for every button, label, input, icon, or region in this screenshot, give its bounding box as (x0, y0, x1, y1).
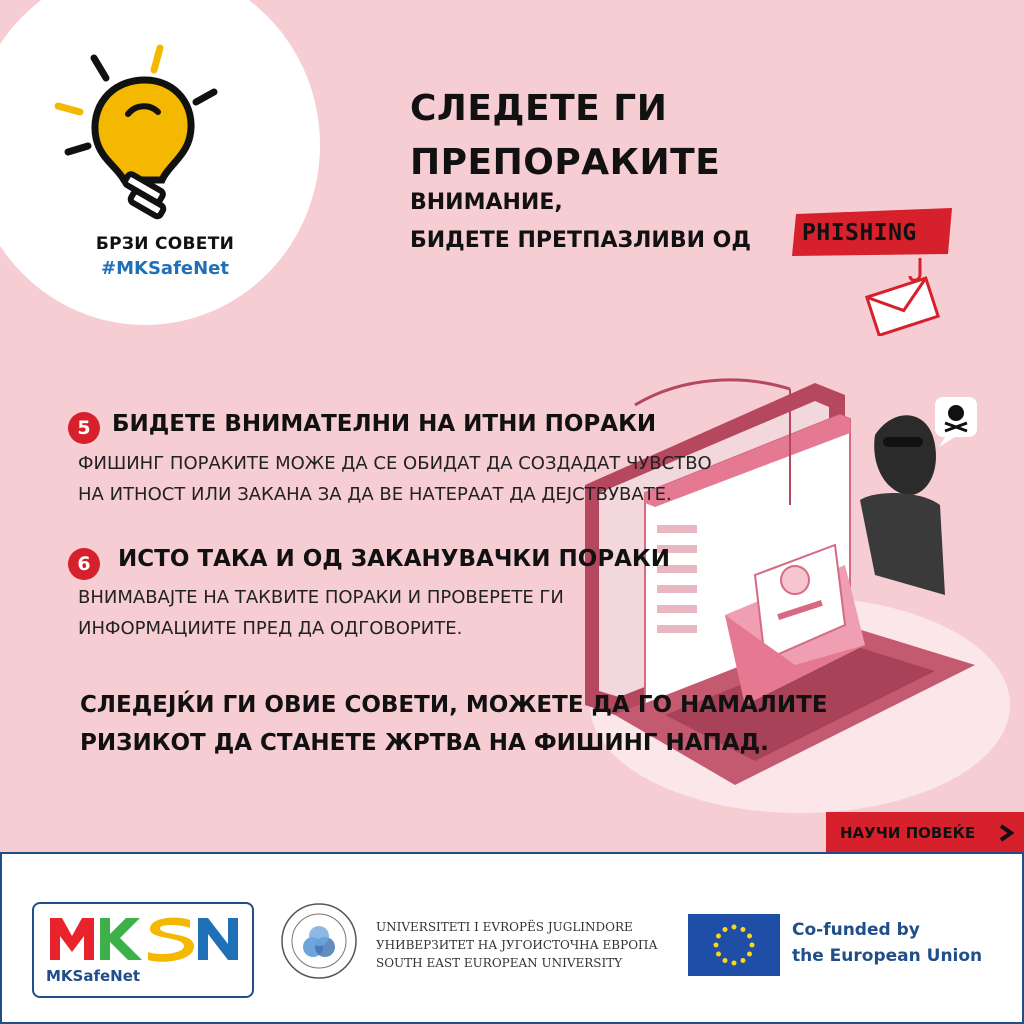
heading-line-1: СЛЕДЕТЕ ГИ (410, 88, 668, 129)
university-name-line: УНИВЕРЗИТЕТ НА ЈУГОИСТОЧНА ЕВРОПА (376, 938, 658, 952)
tip-body (78, 448, 712, 510)
phishing-highlight-text: PHISHING (802, 220, 917, 246)
subheading-line-1: ВНИМАНИЕ, (410, 190, 563, 215)
subheading-line-2: БИДЕТЕ ПРЕТПАЗЛИВИ ОД (410, 228, 751, 253)
eu-flag-icon (688, 914, 780, 976)
tip-body-line: ИНФОРМАЦИИТЕ ПРЕД ДА ОДГОВОРИТЕ. (78, 618, 463, 639)
conclusion-line-2: РИЗИКОТ ДА СТАНЕТЕ ЖРТВА НА ФИШИНГ НАПАД. (80, 730, 769, 756)
lightbulb-icon (50, 40, 230, 230)
chevron-right-icon (998, 824, 1014, 842)
university-name-line: UNIVERSITETI I EVROPËS JUGLINDORE (376, 920, 633, 934)
tip-body-line: ВНИМАВАЈТЕ НА ТАКВИТЕ ПОРАКИ И ПРОВЕРЕТЕ ГИ (78, 587, 564, 608)
tip-number-badge: 6 (68, 548, 100, 580)
university-seal-icon (280, 902, 358, 980)
learn-more-button[interactable] (826, 812, 1024, 854)
tip-title: ИСТО ТАКА И ОД ЗАКАНУВАЧКИ ПОРАКИ (118, 546, 670, 572)
eu-funding-line: the European Union (792, 946, 983, 966)
mksn-logo-label: MKSafeNet (46, 967, 141, 985)
tip-number-badge: 5 (68, 412, 100, 444)
tip-body-line: ФИШИНГ ПОРАКИТЕ МОЖЕ ДА СЕ ОБИДАТ ДА СОЗДАДАТ ЧУВСТВО (78, 453, 712, 474)
brand-title: БРЗИ СОВЕТИ (95, 234, 235, 254)
hooked-envelope-icon (860, 256, 950, 336)
heading-line-2: ПРЕПОРАКИТЕ (410, 142, 721, 183)
brand-hashtag: #MKSafeNet (101, 258, 229, 279)
conclusion-line-1: СЛЕДЕЈЌИ ГИ ОВИЕ СОВЕТИ, МОЖЕТЕ ДА ГО НАМАЛИТЕ (80, 692, 828, 718)
university-name-line: SOUTH EAST EUROPEAN UNIVERSITY (376, 956, 623, 970)
tip-body-line: НА ИТНОСТ ИЛИ ЗАКАНА ЗА ДА ВЕ НАТЕРААТ ДА ДЕЈСТВУВАТЕ. (78, 484, 672, 505)
mksn-logo-mark (48, 914, 240, 962)
learn-more-label: НАУЧИ ПОВЕЌЕ (840, 824, 976, 842)
mksn-logo (32, 902, 254, 998)
tip-title: БИДЕТЕ ВНИМАТЕЛНИ НА ИТНИ ПОРАКИ (112, 411, 657, 437)
eu-funding-line: Co-funded by (792, 920, 920, 940)
partner-footer (0, 852, 1024, 1024)
tip-body (78, 582, 564, 644)
